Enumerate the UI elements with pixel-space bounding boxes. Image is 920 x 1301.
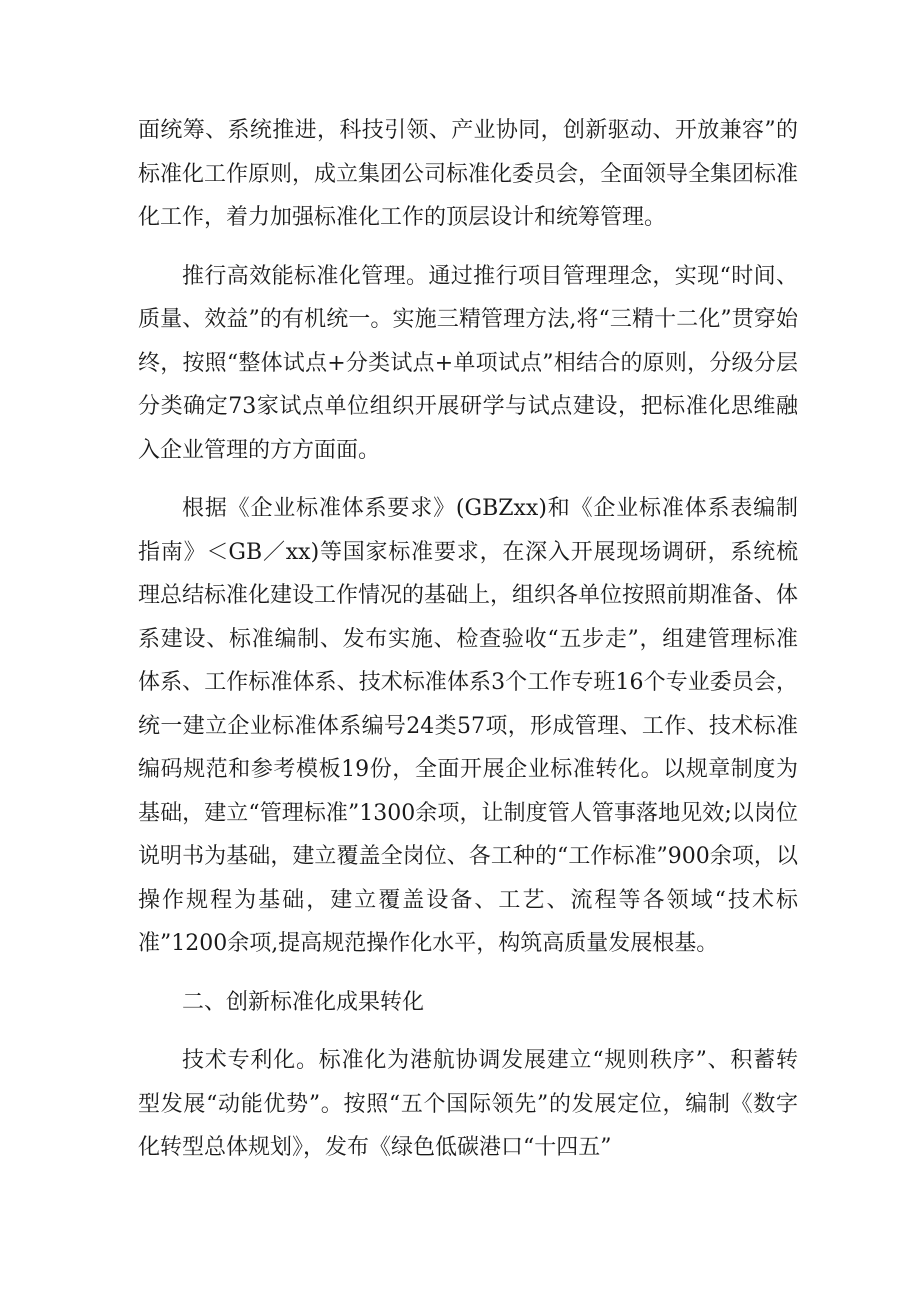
section-heading: 二、创新标准化成果转化 bbox=[182, 989, 425, 1015]
paragraph-efficient-management: 推行高效能标准化管理。通过推行项目管理理念，实现“时间、质量、效益”的有机统一。实施三精管理方法,将“三精十二化”贯穿始终，按照“整体试点+分类试点+单项试点”相结合的原则，分级分层分类确定73家试点单位组织开展研学与试点建设，把标准化思维融入企业管理的方方面面。 bbox=[138, 263, 798, 463]
paragraph-standard-system: 根据《企业标准体系要求》(GBZxx)和《企业标准体系表编制指南》＜GB／xx)等国家标准要求，在深入开展现场调研，系统梳理总结标准化建设工作情况的基础上，组织各单位按照前期准备、体系建设、标准编制、发布实施、检查验收“五步走”，组建管理标准体系、工作标准体系、技术标准体系3个工作专班16个专业委员会，统一建立企业标准体系编号24类57项，形成管理、工作、技术标准编码规范和参考模板19份，全面开展企业标准转化。以规章制度为基础，建立“管理标准”1300余项，让制度管人管事落地见效;以岗位说明书为基础，建立覆盖全岗位、各工种的“工作标准”900余项，以操作规程为基础，建立覆盖设备、工艺、流程等各领域“技术标准”1200余项,提高规范操作化水平，构筑高质量发展根基。 bbox=[138, 496, 799, 956]
paragraph-patent: 技术专利化。标准化为港航协调发展建立“规则秩序”、积蓄转型发展“动能优势”。按照“五个国际领先”的发展定位，编制《数字化转型总体规划》，发布《绿色低碳港口“十四五” bbox=[138, 1048, 798, 1160]
paragraph-principles: 面统筹、系统推进，科技引领、产业协同，创新驱动、开放兼容”的标准化工作原则，成立集团公司标准化委员会，全面领导全集团标准化工作，着力加强标准化工作的顶层设计和统筹管理。 bbox=[138, 118, 799, 230]
document-body bbox=[138, 109, 798, 1185]
